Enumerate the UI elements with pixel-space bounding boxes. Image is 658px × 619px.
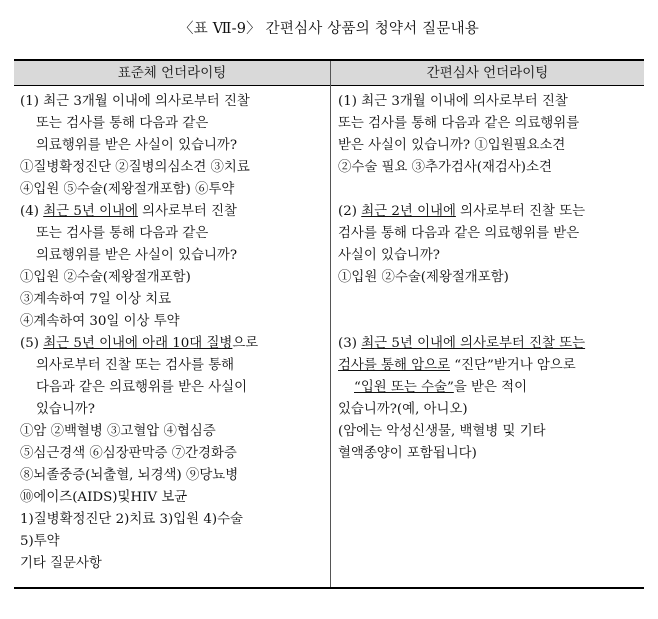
underlined-phrase: 최근 5년 이내에 아래 10대 질병 (43, 336, 233, 351)
left-question-line: 의사로부터 진찰 또는 검사를 통해 (36, 358, 235, 373)
right-question-line: 받은 사실이 있습니까? ①입원필요소견 (338, 138, 566, 153)
left-question-line: ③계속하여 7일 이상 치료 (20, 292, 172, 307)
right-question-line: ②수술 필요 ③추가검사(재검사)소견 (338, 160, 552, 175)
right-question-line: 또는 검사를 통해 다음과 같은 의료행위를 (338, 116, 580, 131)
left-question-line: 있습니까? (36, 402, 95, 417)
header-simplified-underwriting: 간편심사 언더라이팅 (426, 65, 549, 81)
left-question-line: ①암 ②백혈병 ③고혈압 ④협심증 (20, 424, 216, 439)
underlined-phrase: 최근 5년 이내에 (43, 204, 138, 219)
right-question-line: (3) 최근 5년 이내에 의사로부터 진찰 또는 (338, 336, 586, 351)
left-question-line: ④계속하여 30일 이상 투약 (20, 314, 180, 329)
left-question-line: ④입원 ⑤수술(제왕절개포함) ⑥투약 (20, 182, 235, 197)
left-question-line: 5)투약 (20, 534, 60, 549)
left-question-line: 의료행위를 받은 사실이 있습니까? (36, 248, 238, 263)
questionnaire-table (14, 59, 644, 589)
table-caption: 〈표 Ⅶ-9〉 간편심사 상품의 청약서 질문내용 (179, 21, 479, 37)
left-question-line: 1)질병확정진단 2)치료 3)입원 4)수술 (20, 512, 243, 527)
left-question-line: 다음과 같은 의료행위를 받은 사실이 (36, 380, 248, 395)
underlined-phrase: 최근 5년 이내에 의사로부터 진찰 또는 (361, 336, 586, 351)
header-standard-underwriting: 표준체 언더라이팅 (117, 65, 227, 81)
left-question-line: 또는 검사를 통해 다음과 같은 (36, 226, 209, 241)
simplified-underwriting-questions (338, 91, 642, 465)
left-question-line: 의료행위를 받은 사실이 있습니까? (36, 138, 238, 153)
left-question-line: (1) 최근 3개월 이내에 의사로부터 진찰 (20, 94, 250, 109)
table-header-row (14, 61, 644, 86)
right-question-line: 사실이 있습니까? (338, 248, 440, 263)
right-question-line (338, 179, 642, 201)
left-question-line: (4) 최근 5년 이내에 의사로부터 진찰 (20, 204, 237, 219)
right-question-line: (암에는 악성신생물, 백혈병 및 기타 (338, 424, 546, 439)
right-question-line: (1) 최근 3개월 이내에 의사로부터 진찰 (338, 94, 568, 109)
column-divider (330, 61, 331, 587)
left-question-line: ⑧뇌졸중증(뇌출혈, 뇌경색) ⑨당뇨병 (20, 468, 239, 483)
right-question-line (338, 289, 642, 311)
right-question-line: 검사를 통해 다음과 같은 의료행위를 받은 (338, 226, 580, 241)
left-question-line: ①입원 ②수술(제왕절개포함) (20, 270, 191, 285)
underlined-phrase: 검사를 통해 암으로 (338, 358, 450, 373)
left-question-line: ①질병확정진단 ②질병의심소견 ③치료 (20, 160, 250, 175)
right-question-line: 검사를 통해 암으로 “진단”받거나 암으로 (338, 358, 576, 373)
right-question-line: 있습니까?(예, 아니오) (338, 402, 468, 417)
left-question-line: (5) 최근 5년 이내에 아래 10대 질병으로 (20, 336, 259, 351)
right-question-line: 혈액종양이 포함됩니다) (338, 446, 477, 461)
left-question-line: 기타 질문사항 (20, 556, 102, 571)
underlined-phrase: “입원 또는 수술” (354, 380, 454, 395)
standard-underwriting-questions (20, 91, 328, 575)
right-question-line: ①입원 ②수술(제왕절개포함) (338, 270, 509, 285)
right-question-line: “입원 또는 수술”을 받은 적이 (354, 380, 528, 395)
left-question-line: 또는 검사를 통해 다음과 같은 (36, 116, 209, 131)
left-question-line: ⑤심근경색 ⑥심장판막증 ⑦간경화증 (20, 446, 237, 461)
left-question-line: ⑩에이즈(AIDS)및HIV 보균 (20, 490, 188, 505)
underlined-phrase: 최근 2년 이내에 (361, 204, 456, 219)
right-question-line: (2) 최근 2년 이내에 의사로부터 진찰 또는 (338, 204, 586, 219)
right-question-line (338, 311, 642, 333)
